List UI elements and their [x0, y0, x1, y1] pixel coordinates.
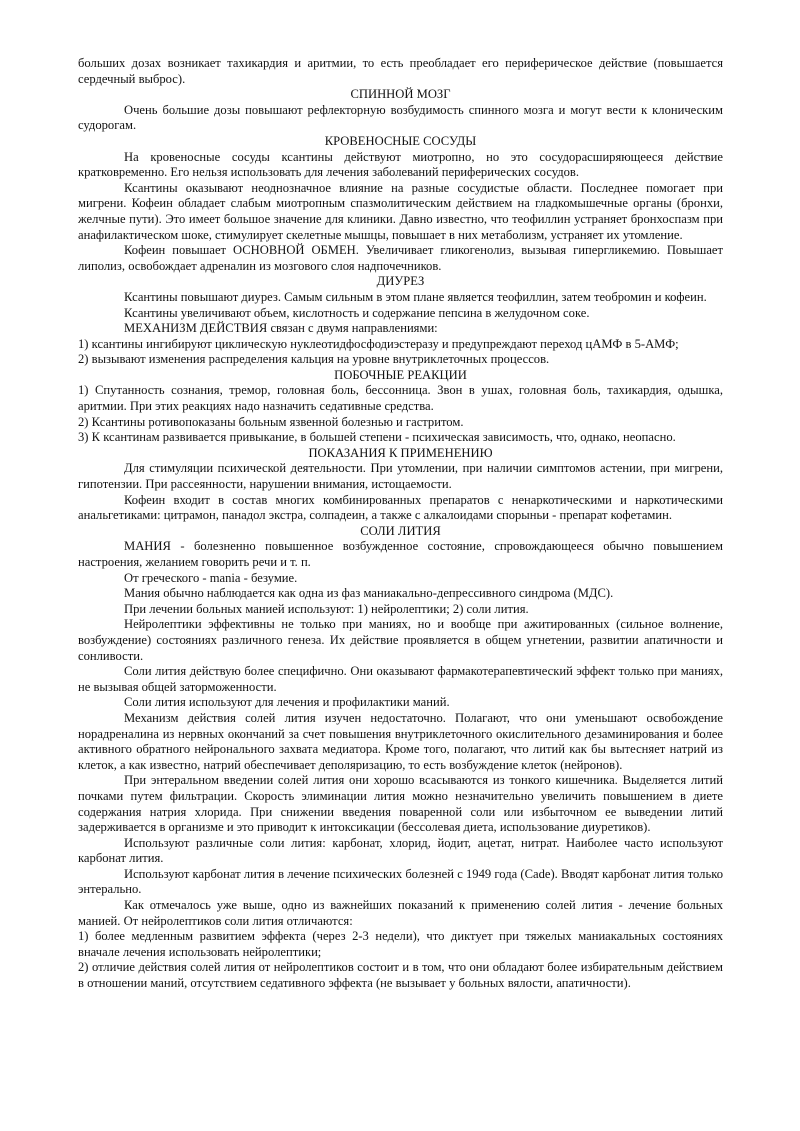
- paragraph: Кофеин повышает ОСНОВНОЙ ОБМЕН. Увеличивает гликогенолиз, вызывая гипергликемию. Повышает липолиз, освобождает адреналин из мозгового слоя надпочечников.: [78, 243, 723, 273]
- paragraph: Кофеин входит в состав многих комбинированных препаратов с ненаркотическими и наркотическими анальгетиками: цитрамон, панадол экстра, солпадеин, а также с алкалоидами спорыньи - препарат кофетамин.: [78, 492, 723, 523]
- section-heading: ПОКАЗАНИЯ К ПРИМЕНЕНИЮ: [308, 445, 493, 460]
- section-heading: ПОБОЧНЫЕ РЕАКЦИИ: [334, 367, 467, 382]
- list-item: 3) К ксантинам развивается привыкание, в большей степени - психическая зависимость, что, однако, неопасно.: [78, 430, 676, 445]
- paragraph: Как отмечалось уже выше, одно из важнейших показаний к применению солей лития - лечение больных манией. От нейролептиков соли лития отличаются:: [78, 898, 723, 928]
- paragraph: От греческого - mania - безумие.: [124, 570, 298, 585]
- paragraph: МАНИЯ - болезненно повышенное возбужденное состояние, спровождающееся обычно повышением настроения, желанием говорить речи и т. п.: [78, 539, 723, 569]
- list-item: 1) более медленным развитием эффекта (через 2-3 недели), что диктует при тяжелых маниакальных состояниях вначале лечения использовать нейролептики;: [78, 929, 723, 959]
- section-heading: КРОВЕНОСНЫЕ СОСУДЫ: [324, 133, 477, 148]
- paragraph: больших дозах возникает тахикардия и аритмии, то есть преобладает его периферическое действие (повышается сердечный выброс).: [78, 56, 723, 86]
- section-heading: ДИУРЕЗ: [376, 274, 425, 289]
- section-heading: СПИННОЙ МОЗГ: [350, 87, 451, 102]
- paragraph: Ксантины оказывают неоднозначное влияние на разные сосудистые области. Последнее помогает при мигрени. Кофеин обладает слабым миотропным спазмолитическим действием на гладкомышечные органы (бронхи, желчные пути). Это имеет большое значение для клиники. Давно известно, что теофиллин устраняет бронхоспазм при анафилактическом шоке, стимулирует скелетные мышцы, повышает в них метаболизм, устраняет их утомление.: [78, 180, 723, 242]
- paragraph: Соли лития используют для лечения и профилактики маний.: [124, 695, 450, 710]
- list-item: 2) Ксантины ротивопоказаны больным язвенной болезнью и гастритом.: [78, 414, 464, 429]
- paragraph: На кровеносные сосуды ксантины действуют миотропно, но это сосудорасширяющееся действие кратковременно. Его нельзя использовать для лечения заболеваний периферических сосудов.: [78, 149, 723, 180]
- paragraph: Нейролептики эффективны не только при маниях, но и вообще при ажитированных (сильное волнение, возбуждение) состояниях различного генеза. Их действие проявляется в общем угнетении, развитии апатичности и сонливости.: [78, 617, 723, 663]
- paragraph: Мания обычно наблюдается как одна из фаз маниакально-депрессивного синдрома (МДС).: [124, 586, 614, 601]
- paragraph: МЕХАНИЗМ ДЕЙСТВИЯ связан с двумя направлениями:: [124, 321, 438, 336]
- list-item: 2) отличие действия солей лития от нейролептиков состоит и в том, что они обладают более избирательным действием в отношении маний, отсутствием седативного эффекта (не вызывает у больных вялости, апатичности).: [78, 960, 723, 991]
- paragraph: Для стимуляции психической деятельности. При утомлении, при наличии симптомов астении, при мигрени, гипотензии. При рассеянности, нарушении внимания, истощаемости.: [78, 461, 723, 492]
- paragraph: При энтеральном введении солей лития они хорошо всасываются из тонкого кишечника. Выделяется литий почками путем фильтрации. Скорость элиминации лития можно незначительно увеличить повышением в диете содержания натрия хлорида. При снижении введения поваренной соли или избыточном ее выведении литий задерживается в организме и это приводит к интоксикации (бессолевая диета, использование диуретиков).: [78, 773, 723, 835]
- paragraph: Очень большие дозы повышают рефлекторную возбудимость спинного мозга и могут вести к клоническим судорогам.: [78, 102, 723, 133]
- section-heading: СОЛИ ЛИТИЯ: [360, 523, 441, 538]
- paragraph: При лечении больных манией используют: 1) нейролептики; 2) соли лития.: [124, 601, 529, 616]
- paragraph: Ксантины увеличивают объем, кислотность и содержание пепсина в желудочном соке.: [124, 305, 590, 320]
- paragraph: Ксантины повышают диурез. Самым сильным в этом плане является теофиллин, затем теобромин и кофеин.: [124, 289, 707, 304]
- list-item: 1) ксантины ингибируют циклическую нуклеотидфосфодиэстеразу и предупреждают переход цАМФ в 5-АМФ;: [78, 336, 679, 351]
- paragraph: Используют карбонат лития в лечение психических болезней с 1949 года (Cade). Вводят карбонат лития только энтерально.: [78, 866, 723, 897]
- paragraph: Соли лития действую более специфично. Они оказывают фармакотерапевтический эффект только при маниях, не вызывая общей заторможенности.: [78, 664, 723, 694]
- list-item: 2) вызывают изменения распределения кальция на уровне внутриклеточных процессов.: [78, 352, 550, 367]
- paragraph: Используют различные соли лития: карбонат, хлорид, йодит, ацетат, нитрат. Наиболее часто используют карбонат лития.: [78, 835, 723, 866]
- list-item: 1) Спутанность сознания, тремор, головная боль, бессонница. Звон в ушах, головная боль, тахикардия, одышка, аритмии. При этих реакциях надо назначить седативные средства.: [78, 383, 723, 414]
- paragraph: Механизм действия солей лития изучен недостаточно. Полагают, что они уменьшают освобождение норадреналина из нервных окончаний за счет повышения внутриклеточного окислительного дезаминирования и более активного обратного нейронального захвата медиатора. Кроме того, полагают, что литий как бы вытесняет натрий из клеток, а как известно, натрий обеспечивает деполяризацию, то есть возбуждение клеток (нейронов).: [78, 710, 723, 772]
